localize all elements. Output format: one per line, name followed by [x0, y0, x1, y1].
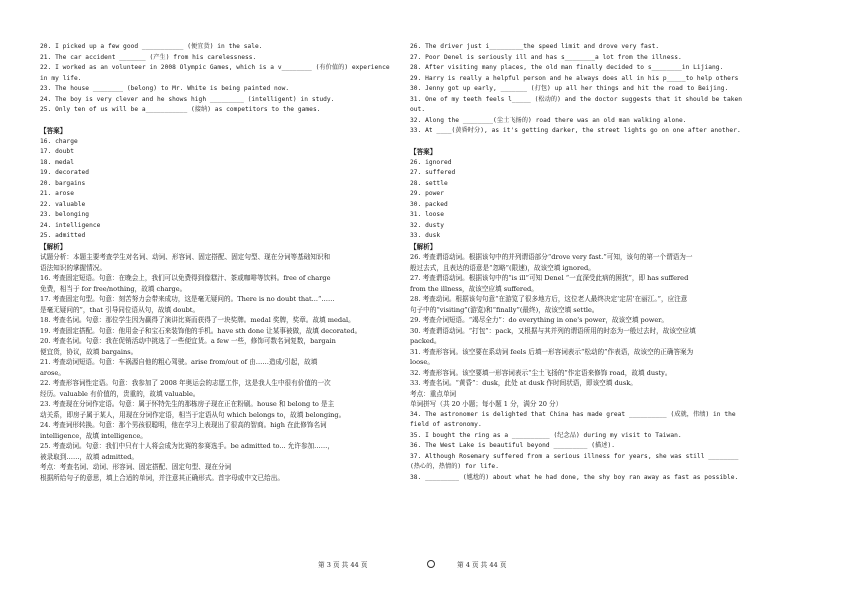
answer-item: 17. doubt: [40, 148, 74, 155]
analysis-line: 语法知识的掌握情况。: [40, 263, 106, 272]
question-line: 36. The West Lake is beautiful beyond _________ (描述).: [410, 442, 616, 449]
analysis-line: intelligence，故填 intelligence。: [40, 431, 147, 440]
answer-item: 33. dusk: [410, 232, 441, 239]
analysis-line: 30. 考查谓语动词。“打包”：pack，又根据与其并列的谓语所用的时态为一般过去时，故该空应填: [410, 326, 696, 335]
analysis-line: 22. 考查形容词性定语。句意：我参加了 2008 年奥运会的志愿工作，这是我人生中很有价值的一次: [40, 379, 331, 387]
question-line: 29. Harry is really a helpful person and he always does all in his p_____to help others: [410, 74, 739, 82]
analysis-line: 动关系，即房子属于某人，用现在分词作定语，相当于定语从句 which belongs to，故填 belonging。: [40, 410, 346, 419]
analysis-line: 20. 考查名词。句意：我在促销活动中挑选了一些便宜货。a few 一些，修饰可数名词复数，bargain: [40, 337, 336, 345]
analysis-line: 24. 考查词形转换。句意：那个男孩很聪明，他在学习上表现出了很高的智商。high 在此修饰名词: [40, 421, 327, 429]
binding-hole-icon: [427, 560, 435, 568]
answer-item: 19. decorated: [40, 169, 90, 176]
analysis-line: arose。: [40, 368, 65, 377]
analysis-line: 考点：重点单词: [410, 389, 457, 398]
question-line: (热心的，热情的) for life.: [410, 463, 499, 470]
analysis-text: [410, 252, 830, 399]
analysis-line: 19. 考查固定搭配。句意：他用金子和宝石来装饰他的手机。have sth done 让某事被做，故填 decorated。: [40, 326, 362, 335]
question-line: 20. I picked up a few good ___________ (便宜货) in the sale.: [40, 43, 263, 50]
analysis-line: 句子中的“visiting”(游览)和“finally”(最终)，故该空填 settle。: [410, 305, 599, 314]
analysis-line: 29. 考查介词短语。“竭尽全力”：do everything in one's power，故该空填 power。: [410, 316, 669, 324]
section-title: 单词拼写（共 20 小题；每小题 1 分，满分 20 分）: [410, 400, 563, 408]
analysis-line: 般过去式，且表达的语意是“忽略”(限速)，故该空填 ignored。: [410, 263, 595, 272]
question-line: 32. Along the ________(尘土飞扬的) road there was an old man walking alone.: [410, 116, 687, 124]
answer-item: 20. bargains: [40, 179, 86, 187]
analysis-line: 33. 考查名词。“黄昏”：dusk，此处 at dusk 作时间状语，即该空填 dusk。: [410, 379, 637, 387]
question-line: field of astronomy.: [410, 421, 482, 428]
question-line: 21. The car accident _______ (产生) from his carelessness.: [40, 53, 257, 61]
analysis-line: 根据所给句子的意思，填上合适的单词，并注意其正确形式。首字母或中文已给出。: [40, 473, 284, 482]
analysis-line: 26. 考查谓语动词。根据该句中的并列谓语部分“drove very fast.”可知，该句的第一个谓语为一: [410, 253, 693, 261]
analysis-line: loose。: [410, 358, 434, 366]
analysis-line: 考点：考查名词、动词、形容词、固定搭配、固定句型、现在分词: [40, 463, 232, 471]
section-questions: [410, 410, 830, 484]
question-line: 28. After visiting many places, the old man finally decided to s________in Lijiang.: [410, 64, 724, 71]
answer-item: 32. dusty: [410, 221, 444, 229]
left-questions: [40, 42, 408, 116]
analysis-line: 25. 考查动词。句意：我们中只有十人将会成为比赛的参赛选手。be admitted to... 允许参加……，: [40, 442, 334, 450]
question-line: 22. I worked as an volunteer in 2008 Olympic Games, which is a v________ (有价值的) experience: [40, 64, 390, 71]
question-line: 23. The house ________ (belong) to Mr. White is being painted now.: [40, 85, 290, 92]
answer-item: 31. loose: [410, 211, 444, 218]
answer-item: 22. valuable: [40, 200, 86, 208]
question-line: 30. Jenny got up early, _______ (打包) up all her things and hit the road to Beijing.: [410, 85, 729, 92]
question-line: 27. Poor Denel is seriously ill and has s________a lot from the illness.: [410, 53, 682, 61]
answer-item: 21. arose: [40, 190, 74, 197]
analysis-line: from the illness，故该空应填 suffered。: [410, 284, 538, 293]
answer-heading: 【答案】: [40, 127, 67, 135]
analysis-line: 27. 考查谓语动词。根据该句中的“is ill”可知 Denel “一直深受此病的困扰”，即 has suffered: [410, 274, 689, 282]
answer-item: 24. intelligence: [40, 221, 101, 229]
answer-item: 26. ignored: [410, 158, 452, 166]
question-line: 34. The astronomer is delighted that China has made great __________ (成就，伟绩) in the: [410, 410, 736, 418]
analysis-line: packed。: [410, 337, 441, 345]
question-line: 24. The boy is very clever and he shows high _________ (intelligent) in study.: [40, 95, 335, 103]
answer-item: 23. belonging: [40, 211, 90, 218]
analysis-text: [40, 252, 408, 483]
analysis-line: 被录取到……，故填 admitted。: [40, 452, 138, 461]
analysis-line: 23. 考查现在分词作定语。句意：属于怀特先生的那栋房子现在正在粉刷。house 和 belong to 是主: [40, 400, 335, 408]
analysis-line: 32. 考查形容词。该空要填一形容词表示“尘土飞扬的”作定语来修饰 road，故填 dusty。: [410, 368, 672, 377]
right-column: [410, 42, 830, 483]
analysis-line: 免费，相当于 for free/nothing，故填 charge。: [40, 284, 187, 293]
question-line: 26. The driver just i_________the speed limit and drove very fast.: [410, 43, 660, 50]
page-number-left: 第 3 页 共 44 页: [318, 561, 368, 569]
analysis-line: 16. 考查固定短语。句意：在晚会上，我们可以免费得到像糕汁、茶或咖啡等饮料。free of charge: [40, 274, 331, 282]
page-number-right: 第 4 页 共 44 页: [457, 561, 507, 569]
analysis-line: 试题分析：本题主要考查学生对名词、动词、形容词、固定搭配、固定句型、现在分词等基础知识和: [40, 253, 331, 261]
question-line: 25. Only ten of us will be a___________ (接纳) as competitors to the games.: [40, 106, 321, 113]
analysis-line: 31. 考查形容词。该空要在系动词 feels 后填一形容词表示“松动的”作表语，故该空的正确答案为: [410, 347, 694, 356]
answer-item: 18. medal: [40, 158, 74, 166]
question-line: in my life.: [40, 74, 82, 82]
analysis-line: 经历。valuable 有价值的，贵重的，故填 valuable。: [40, 389, 200, 398]
answer-item: 16. charge: [40, 137, 78, 145]
answer-item: 28. settle: [410, 179, 448, 187]
question-line: out.: [410, 106, 426, 113]
left-column: [40, 42, 408, 483]
analysis-line: 17. 考查固定句型。句意：刻苦努力会带来成功，这是毫无疑问的。There is no doubt that...“……: [40, 295, 335, 303]
analysis-line: 18. 考查名词。句意：那位学生因为赢得了演讲比赛而获得了一块奖牌。medal 奖牌，奖章。故填 medal。: [40, 316, 355, 324]
answer-item: 30. packed: [410, 200, 448, 208]
question-line: 35. I bought the ring as a __________ (纪念品) during my visit to Taiwan.: [410, 431, 682, 439]
analysis-line: 28. 考查动词。根据该句句意“在游览了很多地方后，这位老人最终决定‘定居’在丽江。”，应注意: [410, 295, 688, 303]
analysis-line: 是毫无疑问的”，that 引导同位语从句，故填 doubt。: [40, 305, 200, 314]
answer-list: [40, 137, 408, 242]
question-line: 37. Although Rosemary suffered from a serious illness for years, she was still ________: [410, 452, 739, 460]
question-line: 31. One of my teeth feels l_____ (松动的) and the doctor suggests that it should be taken: [410, 95, 743, 103]
question-line: 33. At ____(黄昏时分), as it's getting darker, the street lights go on one after another.: [410, 127, 741, 134]
answer-heading: 【答案】: [410, 148, 437, 156]
analysis-line: 21. 考查动词短语。句意：车祸源自他的粗心驾驶。arise from/out of 由……造成/引起，故填: [40, 358, 318, 366]
analysis-heading: 【解析】: [410, 242, 437, 251]
answer-item: 29. power: [410, 190, 444, 197]
answer-item: 25. admitted: [40, 232, 86, 239]
answer-item: 27. suffered: [410, 169, 456, 176]
right-questions: [410, 42, 830, 137]
analysis-heading: 【解析】: [40, 242, 67, 251]
question-line: 38. _________ (尴尬的) about what he had done, the shy boy ran away as fast as possible.: [410, 473, 739, 481]
analysis-line: 便宜货，协议，故填 bargains。: [40, 347, 138, 356]
answer-list: [410, 158, 830, 242]
